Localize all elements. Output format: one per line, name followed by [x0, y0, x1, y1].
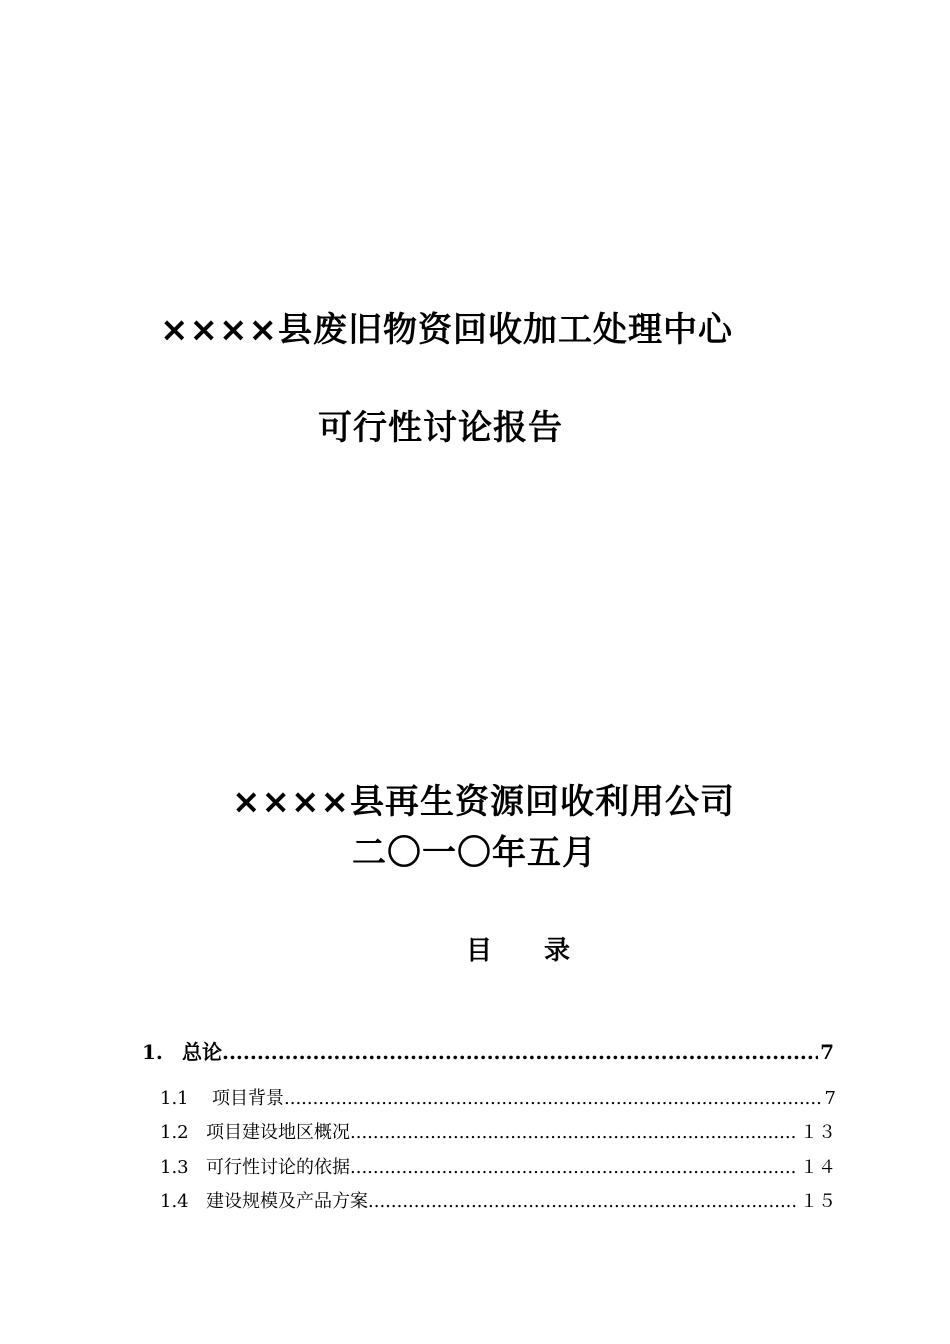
toc-entry-label: 可行性讨论的依据 [206, 1157, 350, 1178]
toc-entry-page: 7 [820, 1040, 834, 1064]
toc-heading-left: 目 [466, 936, 493, 966]
toc-leader-dots [350, 1157, 798, 1178]
toc-entry[interactable] [160, 1187, 836, 1213]
toc-entry-label: 项目背景 [212, 1088, 284, 1109]
toc-entry-number: 1.2 [160, 1122, 189, 1143]
toc-leader-dots [368, 1191, 798, 1212]
toc-entry-label: 项目建设地区概况 [206, 1122, 350, 1143]
toc-leader-dots [222, 1040, 818, 1064]
toc-entry[interactable] [160, 1118, 836, 1144]
report-title-line1: ××××县废旧物资回收加工处理中心 [160, 310, 733, 350]
toc-leader-dots [284, 1088, 823, 1109]
toc-entry-number: 1.4 [160, 1191, 189, 1212]
toc-entry[interactable] [160, 1084, 836, 1110]
toc-heading-right: 录 [544, 936, 571, 966]
toc-entry[interactable] [142, 1036, 834, 1065]
toc-entry[interactable] [160, 1153, 836, 1179]
toc-heading [466, 930, 570, 967]
report-title-line2: 可行性讨论报告 [318, 408, 563, 448]
report-date: 二〇一〇年五月 [352, 833, 597, 873]
toc-entry-page: １４ [800, 1157, 836, 1178]
company-name: ××××县再生资源回收利用公司 [232, 782, 735, 822]
toc-entry-number: 1. [142, 1040, 163, 1064]
toc-entry-page: １５ [800, 1191, 836, 1212]
toc-entry-label: 建设规模及产品方案 [206, 1191, 368, 1212]
toc-entry-number: 1.1 [160, 1088, 189, 1109]
toc-entry-page: 7 [824, 1088, 836, 1109]
toc-entry-label: 总论 [182, 1040, 222, 1064]
toc-entry-number: 1.3 [160, 1157, 189, 1178]
toc-entry-page: １３ [800, 1122, 836, 1143]
toc-leader-dots [350, 1122, 798, 1143]
